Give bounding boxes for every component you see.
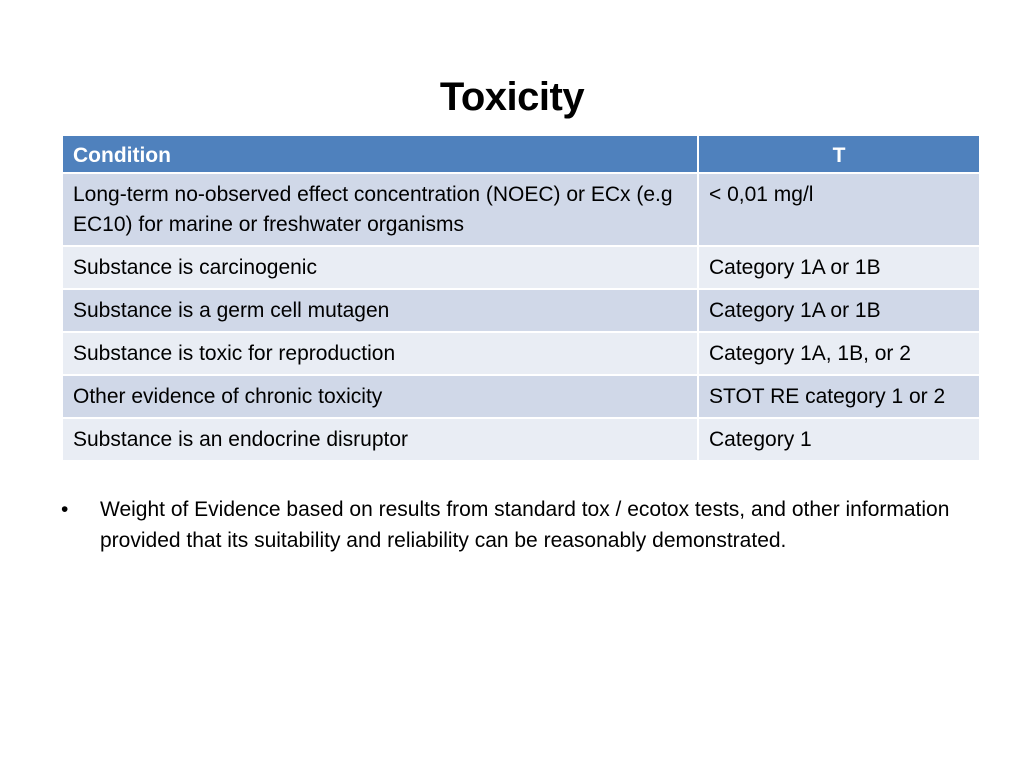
condition-cell: Substance is toxic for reproduction	[62, 332, 698, 375]
bullet-list	[61, 494, 961, 556]
condition-cell: Substance is a germ cell mutagen	[62, 289, 698, 332]
table-row	[62, 173, 980, 246]
bullet-text: Weight of Evidence based on results from standard tox / ecotox tests, and other information provided that its suitability and reliability can be reasonably demonstrated.	[100, 498, 950, 552]
threshold-cell: < 0,01 mg/l	[698, 173, 980, 246]
condition-cell: Long-term no-observed effect concentration (NOEC) or ECx (e.g EC10) for marine or freshwater organisms	[62, 173, 698, 246]
condition-cell: Substance is carcinogenic	[62, 246, 698, 289]
slide-title: Toxicity	[439, 75, 585, 119]
toxicity-table-container	[61, 134, 979, 462]
bullet-marker: •	[61, 498, 69, 521]
table-row	[62, 246, 980, 289]
table-row	[62, 418, 980, 461]
toxicity-table	[61, 134, 981, 462]
table-header-row	[62, 135, 980, 173]
table-row	[62, 289, 980, 332]
threshold-cell: Category 1A or 1B	[698, 246, 980, 289]
condition-cell: Substance is an endocrine disruptor	[62, 418, 698, 461]
column-header-condition: Condition	[62, 135, 698, 173]
threshold-cell: STOT RE category 1 or 2	[698, 375, 980, 418]
table-row	[62, 332, 980, 375]
threshold-cell: Category 1	[698, 418, 980, 461]
condition-cell: Other evidence of chronic toxicity	[62, 375, 698, 418]
bullet-item	[61, 494, 961, 556]
column-header-threshold: T	[698, 135, 980, 173]
threshold-cell: Category 1A, 1B, or 2	[698, 332, 980, 375]
table-row	[62, 375, 980, 418]
threshold-cell: Category 1A or 1B	[698, 289, 980, 332]
